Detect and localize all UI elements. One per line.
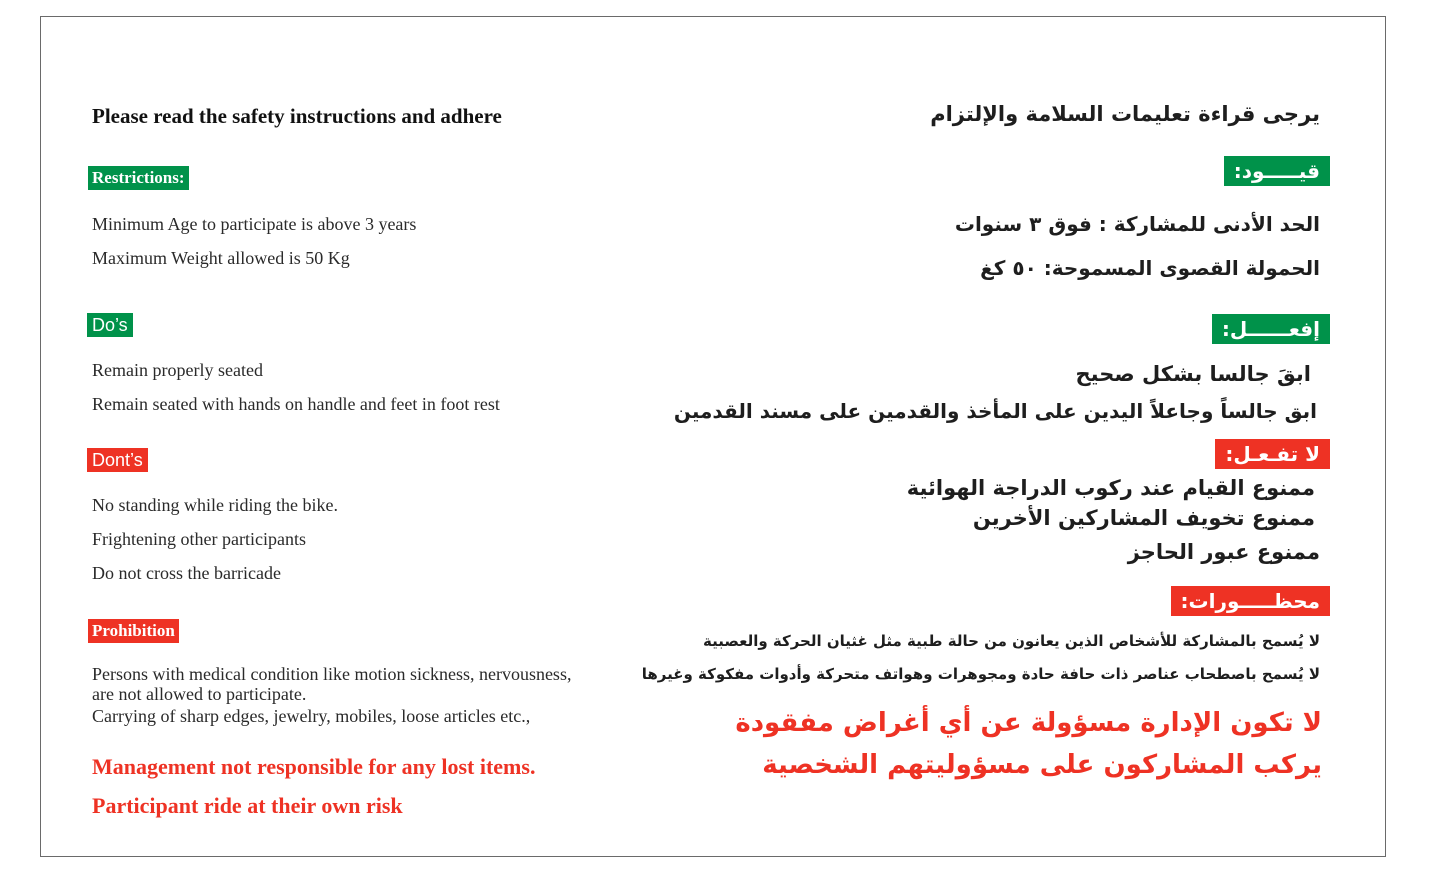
donts-line-ar: ممنوع تخويف المشاركين الأخرين — [972, 506, 1315, 530]
prohibition-line-ar: لا يُسمح باصطحاب عناصر ذات حافة حادة ومجوهرات وهواتف متحركة وأدوات مفكوكة وغيرها — [641, 665, 1320, 683]
restriction-line-ar: الحمولة القصوى المسموحة: ٥٠ كغ — [980, 256, 1320, 280]
english-heading: Please read the safety instructions and adhere — [92, 104, 502, 128]
donts-badge-ar: لا تفـعـل: — [1215, 439, 1330, 469]
disclaimer-en: Management not responsible for any lost items. — [92, 754, 536, 779]
donts-line-en: No standing while riding the bike. — [92, 495, 338, 515]
restriction-line-ar: الحد الأدنى للمشاركة : فوق ٣ سنوات — [954, 212, 1320, 236]
restrictions-badge-ar: قيـــــود: — [1224, 156, 1330, 186]
donts-badge-en: Dont’s — [87, 448, 148, 472]
dos-line-en: Remain properly seated — [92, 360, 263, 380]
donts-line-ar: ممنوع عبور الحاجز — [1127, 540, 1320, 564]
donts-line-en: Frightening other participants — [92, 529, 306, 549]
prohibition-badge-en: Prohibition — [88, 619, 179, 643]
disclaimer-ar: يركب المشاركون على مسؤوليتهم الشخصية — [762, 750, 1322, 780]
prohibition-line-en: are not allowed to participate. — [92, 684, 307, 704]
dos-line-en: Remain seated with hands on handle and feet in foot rest — [92, 394, 500, 414]
prohibition-line-en: Carrying of sharp edges, jewelry, mobiles, loose articles etc., — [92, 706, 531, 726]
dos-line-ar: ابقَ جالسا بشكل صحيح — [1075, 362, 1311, 386]
dos-badge-ar: إفعــــــل: — [1212, 314, 1330, 344]
disclaimer-en: Participant ride at their own risk — [92, 793, 403, 818]
dos-line-ar: ابق جالساً وجاعلاً اليدين على المأخذ والقدمين على مسند القدمين — [673, 399, 1317, 423]
prohibition-line-ar: لا يُسمح بالمشاركة للأشخاص الذين يعانون من حالة طبية مثل غثيان الحركة والعصبية — [702, 632, 1320, 650]
dos-badge-en: Do’s — [87, 313, 133, 337]
restriction-line-en: Minimum Age to participate is above 3 years — [92, 214, 417, 234]
prohibition-line-en: Persons with medical condition like motion sickness, nervousness, — [92, 664, 572, 684]
restrictions-badge-en: Restrictions: — [88, 166, 189, 190]
arabic-heading: يرجى قراءة تعليمات السلامة والإلتزام — [930, 102, 1320, 126]
donts-line-ar: ممنوع القيام عند ركوب الدراجة الهوائية — [906, 476, 1315, 500]
restriction-line-en: Maximum Weight allowed is 50 Kg — [92, 248, 350, 268]
prohibition-badge-ar: محظـــــورات: — [1171, 586, 1330, 616]
donts-line-en: Do not cross the barricade — [92, 563, 281, 583]
disclaimer-ar: لا تكون الإدارة مسؤولة عن أي أغراض مفقودة — [735, 708, 1322, 738]
